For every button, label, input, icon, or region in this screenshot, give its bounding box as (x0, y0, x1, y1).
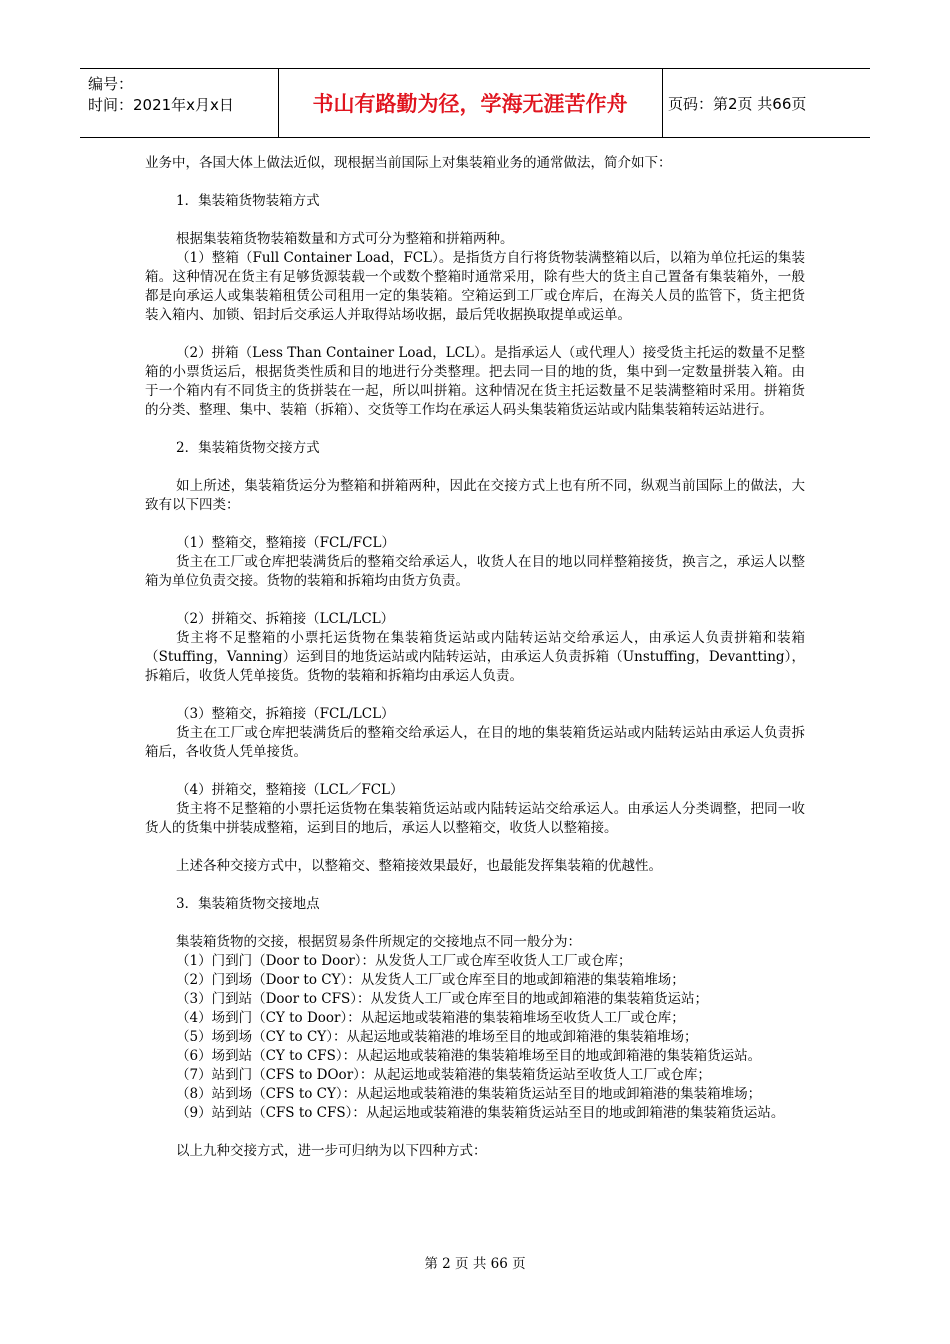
body-paragraph: 上述各种交接方式中，以整箱交、整箱接效果最好，也最能发挥集装箱的优越性。 (176, 858, 662, 874)
list-item: （2）门到场（Door to CY）：从发货人工厂或仓库至目的地或卸箱港的集装箱堆场； (176, 972, 685, 988)
document-number-label: 编号： (88, 75, 134, 93)
section-heading-2: 2．集装箱货物交接方式 (176, 440, 320, 456)
body-paragraph: 货主在工厂或仓库把装满货后的整箱交给承运人，收货人在目的地以同样整箱接货，换言之，承运人以整箱为单位负责交接。货物的装箱和拆箱均由货方负责。 (145, 554, 805, 589)
list-item: （5）场到场（CY to CY）：从起运地或装箱港的堆场至目的地或卸箱港的集装箱堆场； (176, 1029, 698, 1045)
body-paragraph: 货主将不足整箱的小票托运货物在集装箱货运站或内陆转运站交给承运人。由承运人分类调整，把同一收货人的货集中拼装成整箱，运到目的地后，承运人以整箱交，收货人以整箱接。 (145, 801, 805, 836)
subheading: （3）整箱交，拆箱接（FCL/LCL） (176, 706, 395, 722)
body-paragraph: 货主在工厂或仓库把装满货后的整箱交给承运人，在目的地的集装箱货运站或内陆转运站由承运人负责拆箱后，各收货人凭单接货。 (145, 725, 805, 760)
header-meta-cell (80, 69, 279, 137)
page-header (80, 68, 870, 138)
header-page-label: 页码：第2页 共66页 (668, 94, 807, 113)
header-slogan-cell (278, 69, 663, 137)
list-item: （7）站到门（CFS to DOor）：从起运地或装箱港的集装箱货运站至收货人工厂或仓库； (176, 1067, 711, 1083)
header-page-cell (662, 69, 876, 137)
section-heading-3: 3．集装箱货物交接地点 (176, 896, 320, 912)
body-paragraph: 集装箱货物的交接，根据贸易条件所规定的交接地点不同一般分为： (176, 934, 581, 950)
list-item: （4）场到门（CY to Door）：从起运地或装箱港的集装箱堆场至收货人工厂或仓库； (176, 1010, 685, 1026)
body-paragraph: （2）拼箱（Less Than Container Load，LCL）。是指承运人（或代理人）接受货主托运的数量不足整箱的小票货运后，根据货类性质和目的地进行分类整理。把去同一目的地的货，集中到一定数量拼装入箱。由于一个箱内有不同货主的货拼装在一起，所以叫拼箱。这种情况在货主托运数量不足装满整箱时采用。拼箱货的分类、整理、集中、装箱（拆箱）、交货等工作均在承运人码头集装箱货运站或内陆集装箱转运站进行。 (145, 345, 805, 418)
section-heading-1: 1．集装箱货物装箱方式 (176, 193, 320, 209)
list-item: （6）场到站（CY to CFS）：从起运地或装箱港的集装箱堆场至目的地或卸箱港的集装箱货运站。 (176, 1048, 762, 1064)
list-item: （8）站到场（CFS to CY）：从起运地或装箱港的集装箱货运站至目的地或卸箱港的集装箱堆场； (176, 1086, 762, 1102)
subheading: （2）拼箱交、拆箱接（LCL/LCL） (176, 611, 395, 627)
body-paragraph: （1）整箱（Full Container Load，FCL）。是指货方自行将货物装满整箱以后，以箱为单位托运的集装箱。这种情况在货主有足够货源装载一个或数个整箱时通常采用，除有些大的货主自己置备有集装箱外，一般都是向承运人或集装箱租赁公司租用一定的集装箱。空箱运到工厂或仓库后，在海关人员的监管下，货主把货装入箱内、加锁、铝封后交承运人并取得站场收据，最后凭收据换取提单或运单。 (145, 250, 805, 323)
list-item: （9）站到站（CFS to CFS）：从起运地或装箱港的集装箱货运站至目的地或卸箱港的集装箱货运站。 (176, 1105, 785, 1121)
body-paragraph: 以上九种交接方式，进一步可归纳为以下四种方式： (176, 1143, 487, 1159)
list-item: （3）门到站（Door to CFS）：从发货人工厂或仓库至目的地或卸箱港的集装箱货运站； (176, 991, 708, 1007)
body-paragraph: 业务中，各国大体上做法近似，现根据当前国际上对集装箱业务的通常做法，简介如下： (145, 155, 672, 171)
document-body (145, 154, 805, 1161)
body-paragraph: 根据集装箱货物装箱数量和方式可分为整箱和拼箱两种。 (176, 231, 514, 247)
document-time-label: 时间：2021年x月x日 (88, 96, 234, 114)
body-paragraph: 如上所述，集装箱货运分为整箱和拼箱两种，因此在交接方式上也有所不同，纵观当前国际上的做法，大致有以下四类： (145, 478, 805, 513)
body-paragraph: 货主将不足整箱的小票托运货物在集装箱货运站或内陆转运站交给承运人，由承运人负责拼箱和装箱（Stuffing，Vanning）运到目的地货运站或内陆转运站，由承运人负责拆箱（Unstuffing，Devantting），拆箱后，收货人凭单接货。货物的装箱和拆箱均由承运人负责。 (145, 630, 805, 684)
list-item: （1）门到门（Door to Door）：从发货人工厂或仓库至收货人工厂或仓库； (176, 953, 632, 969)
header-slogan: 书山有路勤为径，学海无涯苦作舟 (312, 92, 628, 116)
subheading: （1）整箱交，整箱接（FCL/FCL） (176, 535, 395, 551)
subheading: （4）拼箱交，整箱接（LCL／FCL） (176, 782, 404, 798)
page-footer: 第 2 页 共 66 页 (424, 1256, 526, 1272)
